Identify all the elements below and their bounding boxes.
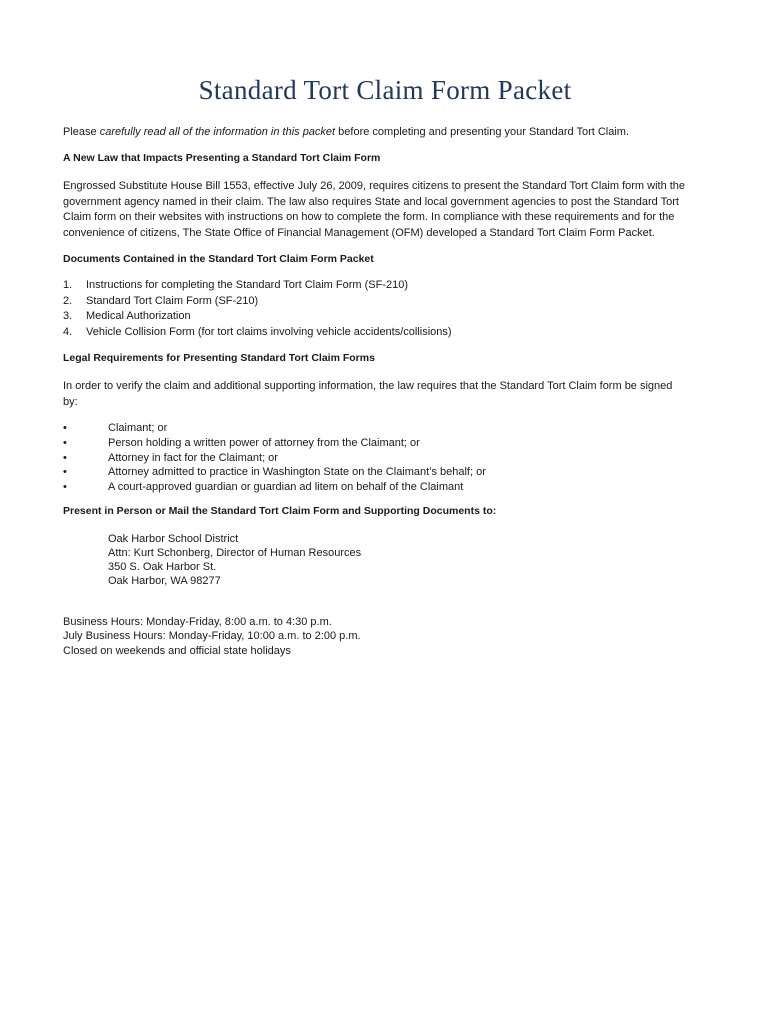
intro-paragraph bbox=[63, 125, 690, 141]
intro-text-before: Please bbox=[63, 126, 100, 138]
signers-list bbox=[63, 421, 690, 494]
list-item bbox=[63, 325, 690, 341]
list-item-number: 1. bbox=[63, 279, 73, 292]
address-line: 350 S. Oak Harbor St. bbox=[108, 560, 217, 573]
list-item-text: Attorney admitted to practice in Washington State on the Claimant’s behalf; or bbox=[108, 466, 486, 479]
list-item-number: 2. bbox=[63, 294, 73, 307]
new-law-body: Engrossed Substitute House Bill 1553, effective July 26, 2009, requires citizens to present the Standard Tort Claim form with the government agency named in their claim. The law also requires State and local government agencies to post the Standard Tort Claim form on their websites with instructions on how to complete the form. In compliance with these requirements and for the convenience of citizens, The State Office of Financial Management (OFM) developed a Standard Tort Claim Form Packet. bbox=[63, 180, 686, 239]
hours-line: Business Hours: Monday-Friday, 8:00 a.m. to 4:30 p.m. bbox=[63, 615, 332, 628]
address-line: Oak Harbor School District bbox=[108, 532, 239, 545]
legal-requirements-body: In order to verify the claim and additional supporting information, the law requires that the Standard Tort Claim form be signed by: bbox=[63, 380, 673, 408]
list-item bbox=[63, 480, 690, 495]
page-title: Standard Tort Claim Form Packet bbox=[198, 75, 572, 105]
address-line: Oak Harbor, WA 98277 bbox=[108, 574, 221, 587]
legal-requirements-heading: Legal Requirements for Presenting Standard Tort Claim Forms bbox=[63, 351, 375, 364]
list-item bbox=[63, 451, 690, 466]
intro-emphasis: carefully read all of the information in this packet bbox=[99, 126, 336, 138]
bullet-icon: • bbox=[63, 480, 67, 493]
list-item-text: Claimant; or bbox=[108, 422, 168, 435]
list-item-text: Vehicle Collision Form (for tort claims involving vehicle accidents/collisions) bbox=[86, 325, 452, 338]
list-item-text: Instructions for completing the Standard Tort Claim Form (SF-210) bbox=[86, 279, 408, 292]
list-item bbox=[63, 278, 690, 294]
hours-line: July Business Hours: Monday-Friday, 10:00 a.m. to 2:00 p.m. bbox=[63, 630, 361, 643]
bullet-icon: • bbox=[63, 436, 67, 449]
intro-text-after: before completing and presenting your Standard Tort Claim. bbox=[335, 126, 630, 138]
list-item bbox=[63, 294, 690, 310]
business-hours bbox=[63, 615, 690, 658]
list-item-text: Standard Tort Claim Form (SF-210) bbox=[86, 294, 259, 307]
bullet-icon: • bbox=[63, 451, 67, 464]
list-item-number: 3. bbox=[63, 310, 73, 323]
list-item bbox=[63, 436, 690, 451]
list-item-text: Medical Authorization bbox=[86, 310, 191, 323]
new-law-heading: A New Law that Impacts Presenting a Standard Tort Claim Form bbox=[63, 151, 381, 164]
documents-list bbox=[63, 278, 690, 340]
list-item bbox=[63, 421, 690, 436]
present-heading: Present in Person or Mail the Standard Tort Claim Form and Supporting Documents to: bbox=[63, 505, 497, 518]
list-item bbox=[63, 309, 690, 325]
list-item-text: Person holding a written power of attorney from the Claimant; or bbox=[108, 436, 420, 449]
mailing-address bbox=[108, 532, 690, 588]
documents-heading: Documents Contained in the Standard Tort Claim Form Packet bbox=[63, 252, 374, 265]
hours-line: Closed on weekends and official state holidays bbox=[63, 644, 291, 657]
list-item-text: A court-approved guardian or guardian ad litem on behalf of the Claimant bbox=[108, 480, 464, 493]
bullet-icon: • bbox=[63, 422, 67, 435]
list-item-text: Attorney in fact for the Claimant; or bbox=[108, 451, 278, 464]
address-line: Attn: Kurt Schonberg, Director of Human Resources bbox=[108, 546, 362, 559]
bullet-icon: • bbox=[63, 466, 67, 479]
list-item-number: 4. bbox=[63, 325, 73, 338]
list-item bbox=[63, 465, 690, 480]
